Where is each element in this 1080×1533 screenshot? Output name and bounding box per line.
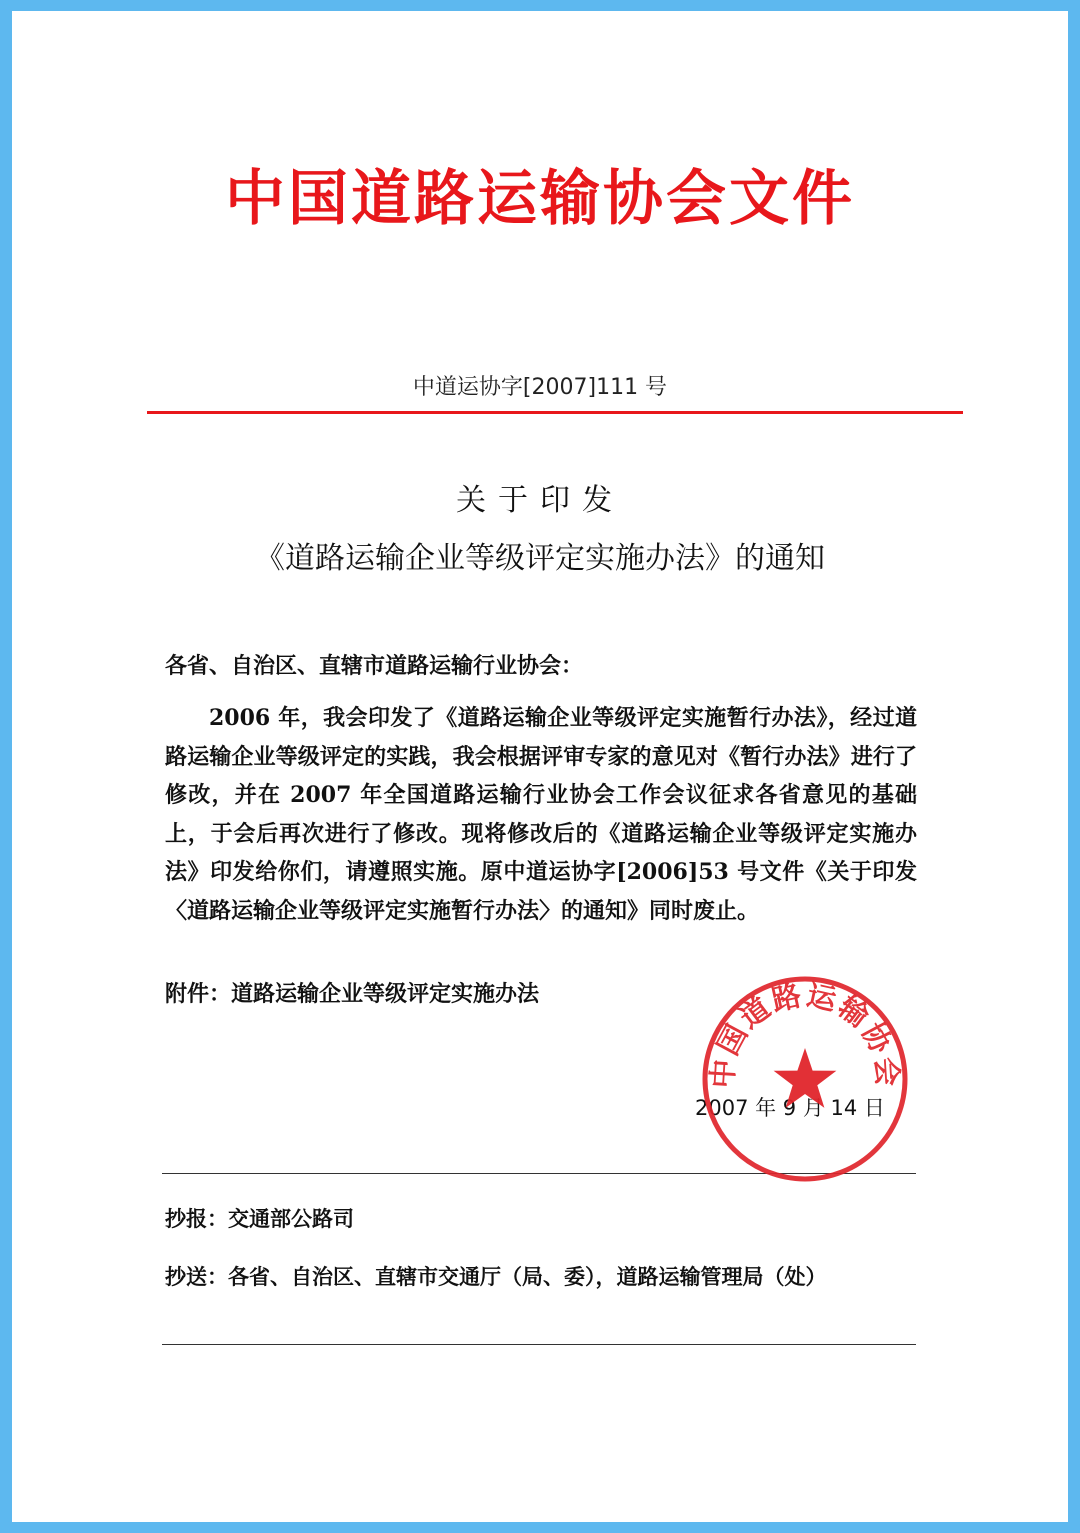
attachment-line: 附件：道路运输企业等级评定实施办法 — [165, 981, 540, 1007]
body-paragraph: 2006 年，我会印发了《道路运输企业等级评定实施暂行办法》，经过道路运输企业等级评定的实践，我会根据评审专家的意见对《暂行办法》进行了修改，并在 2007 年全国道路运输行业协会工作会议征求各省意见的基础上，于会后再次进行了修改。现将修改后的《道路运输企业等级评定实施办法》印发给你们，请遵照实施。原中道运协字[2006]53 号文件《关于印发〈道路运输企业等级评定实施暂行办法〉的通知》同时废止。 — [165, 705, 917, 924]
document-header-title: 中国道路运输协会文件 — [225, 164, 855, 234]
seal-text: 中国道路运输协会 — [705, 977, 905, 1090]
salutation: 各省、自治区、直辖市道路运输行业协会： — [165, 653, 584, 679]
cc-report-line: 抄报：交通部公路司 — [165, 1206, 354, 1231]
footer-divider-bottom — [162, 1344, 916, 1345]
document-number: 中道运协字[2007]111 号 — [412, 375, 668, 400]
seal-star-icon — [774, 1048, 837, 1108]
cc-send-line: 抄送：各省、自治区、直辖市交通厅（局、委），道路运输管理局（处） — [165, 1264, 827, 1289]
notice-title-line1: 关于印发 — [456, 483, 624, 518]
document-page — [12, 11, 1068, 1522]
header-red-divider — [147, 411, 963, 414]
notice-title-line2: 《道路运输企业等级评定实施办法》的通知 — [255, 541, 825, 576]
official-seal — [700, 974, 910, 1184]
signature-date: 2007 年 9 月 14 日 — [695, 1096, 885, 1120]
